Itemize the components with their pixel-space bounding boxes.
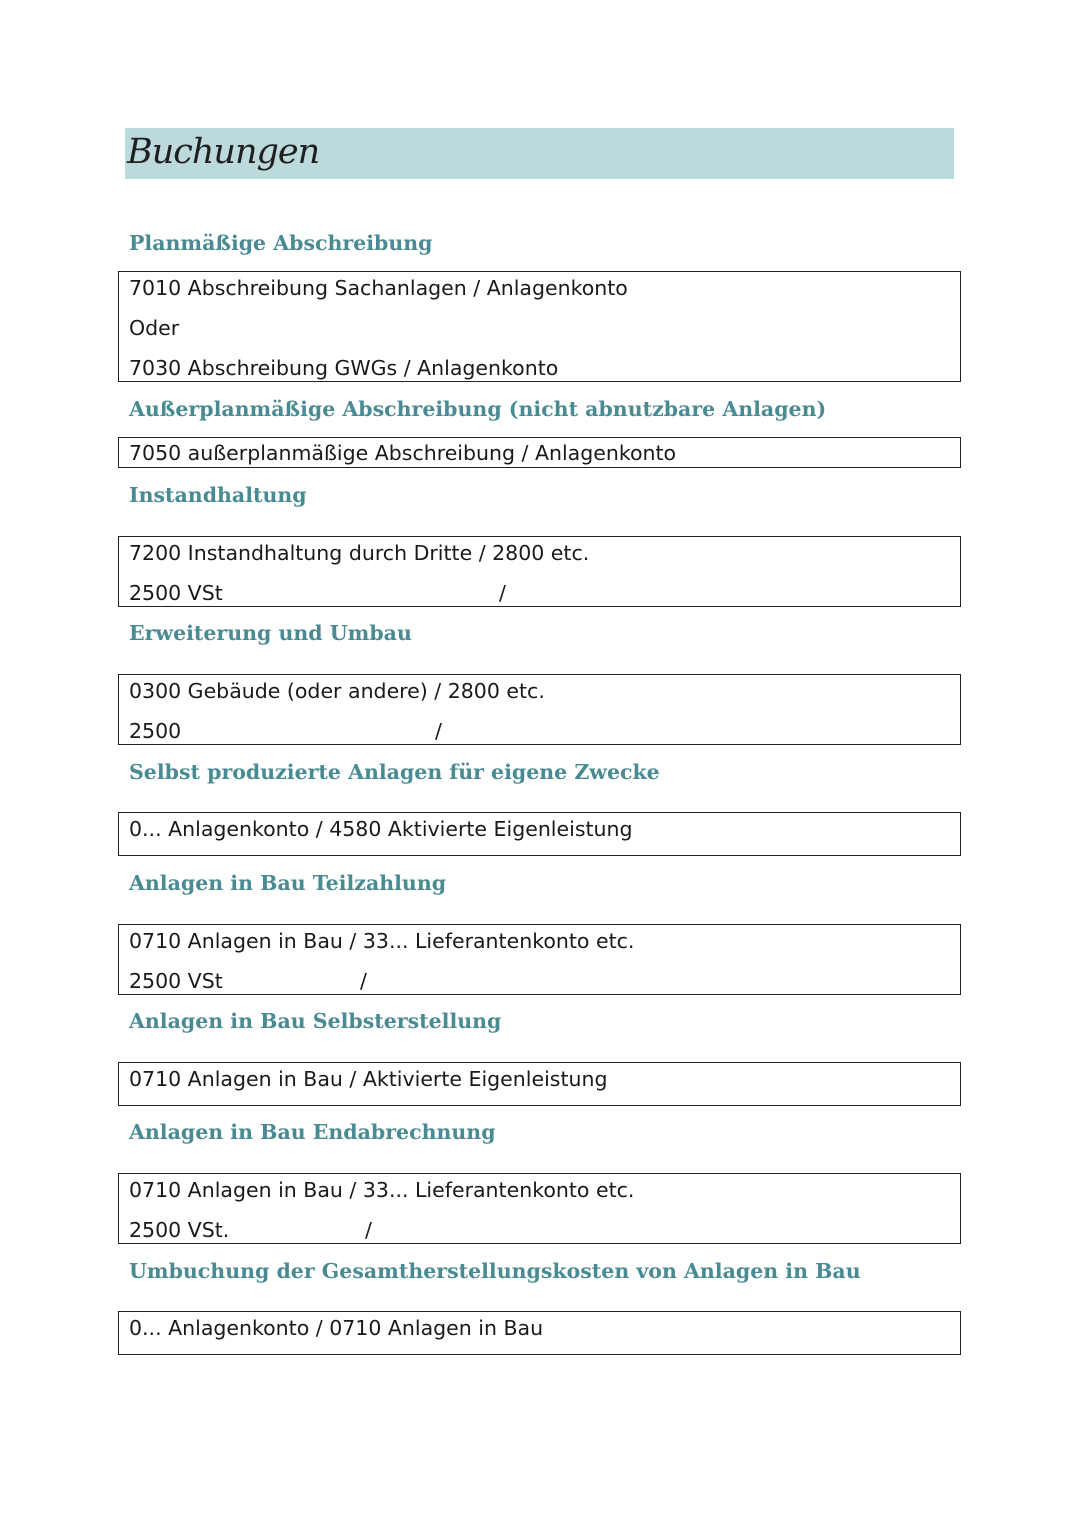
booking-line: 7050 außerplanmäßige Abschreibung / Anlagenkonto bbox=[129, 441, 677, 465]
booking-line: 0710 Anlagen in Bau / Aktivierte Eigenleistung bbox=[129, 1067, 608, 1091]
booking-line: 7010 Abschreibung Sachanlagen / Anlagenkonto bbox=[129, 276, 628, 300]
section-heading-umbuchung-gesamtherstellungskosten: Umbuchung der Gesamtherstellungskosten von Anlagen in Bau bbox=[129, 1259, 861, 1283]
booking-line: 0710 Anlagen in Bau / 33... Lieferantenkonto etc. bbox=[129, 929, 635, 953]
section-heading-anlagen-in-bau-endabrechnung: Anlagen in Bau Endabrechnung bbox=[129, 1120, 496, 1144]
section-heading-anlagen-in-bau-teilzahlung: Anlagen in Bau Teilzahlung bbox=[129, 871, 447, 895]
booking-slash: / bbox=[365, 1218, 372, 1242]
booking-slash: / bbox=[435, 719, 442, 743]
section-heading-erweiterung-und-umbau: Erweiterung und Umbau bbox=[129, 621, 412, 645]
booking-box-anlagen-in-bau-endabrechnung bbox=[118, 1173, 961, 1244]
booking-slash: / bbox=[499, 581, 506, 605]
section-heading-selbst-produzierte-anlagen: Selbst produzierte Anlagen für eigene Zwecke bbox=[129, 760, 660, 784]
booking-box-instandhaltung bbox=[118, 536, 961, 607]
booking-slash: / bbox=[360, 969, 367, 993]
section-heading-anlagen-in-bau-selbsterstellung: Anlagen in Bau Selbsterstellung bbox=[129, 1009, 502, 1033]
section-heading-ausserplanmaessige-abschreibung: Außerplanmäßige Abschreibung (nicht abnutzbare Anlagen) bbox=[129, 397, 827, 421]
booking-box-selbst-produzierte-anlagen bbox=[118, 812, 961, 856]
booking-line: 2500 VSt. bbox=[129, 1218, 230, 1242]
booking-line: 0... Anlagenkonto / 4580 Aktivierte Eigenleistung bbox=[129, 817, 633, 841]
booking-line: 2500 VSt bbox=[129, 581, 223, 605]
booking-box-planmaessige-abschreibung bbox=[118, 271, 961, 382]
page-title: Buchungen bbox=[127, 132, 320, 172]
booking-line: Oder bbox=[129, 316, 180, 340]
booking-box-umbuchung-gesamtherstellungskosten bbox=[118, 1311, 961, 1355]
title-banner bbox=[125, 128, 954, 179]
section-heading-planmaessige-abschreibung: Planmäßige Abschreibung bbox=[129, 231, 433, 255]
booking-box-erweiterung-und-umbau bbox=[118, 674, 961, 745]
section-heading-instandhaltung: Instandhaltung bbox=[129, 483, 307, 507]
booking-line: 2500 bbox=[129, 719, 182, 743]
booking-line: 7030 Abschreibung GWGs / Anlagenkonto bbox=[129, 356, 559, 380]
booking-box-ausserplanmaessige-abschreibung bbox=[118, 437, 961, 468]
booking-box-anlagen-in-bau-selbsterstellung bbox=[118, 1062, 961, 1106]
booking-line: 7200 Instandhaltung durch Dritte / 2800 etc. bbox=[129, 541, 590, 565]
booking-line: 0710 Anlagen in Bau / 33... Lieferantenkonto etc. bbox=[129, 1178, 635, 1202]
booking-line: 0... Anlagenkonto / 0710 Anlagen in Bau bbox=[129, 1316, 544, 1340]
booking-line: 2500 VSt bbox=[129, 969, 223, 993]
booking-line: 0300 Gebäude (oder andere) / 2800 etc. bbox=[129, 679, 545, 703]
booking-box-anlagen-in-bau-teilzahlung bbox=[118, 924, 961, 995]
